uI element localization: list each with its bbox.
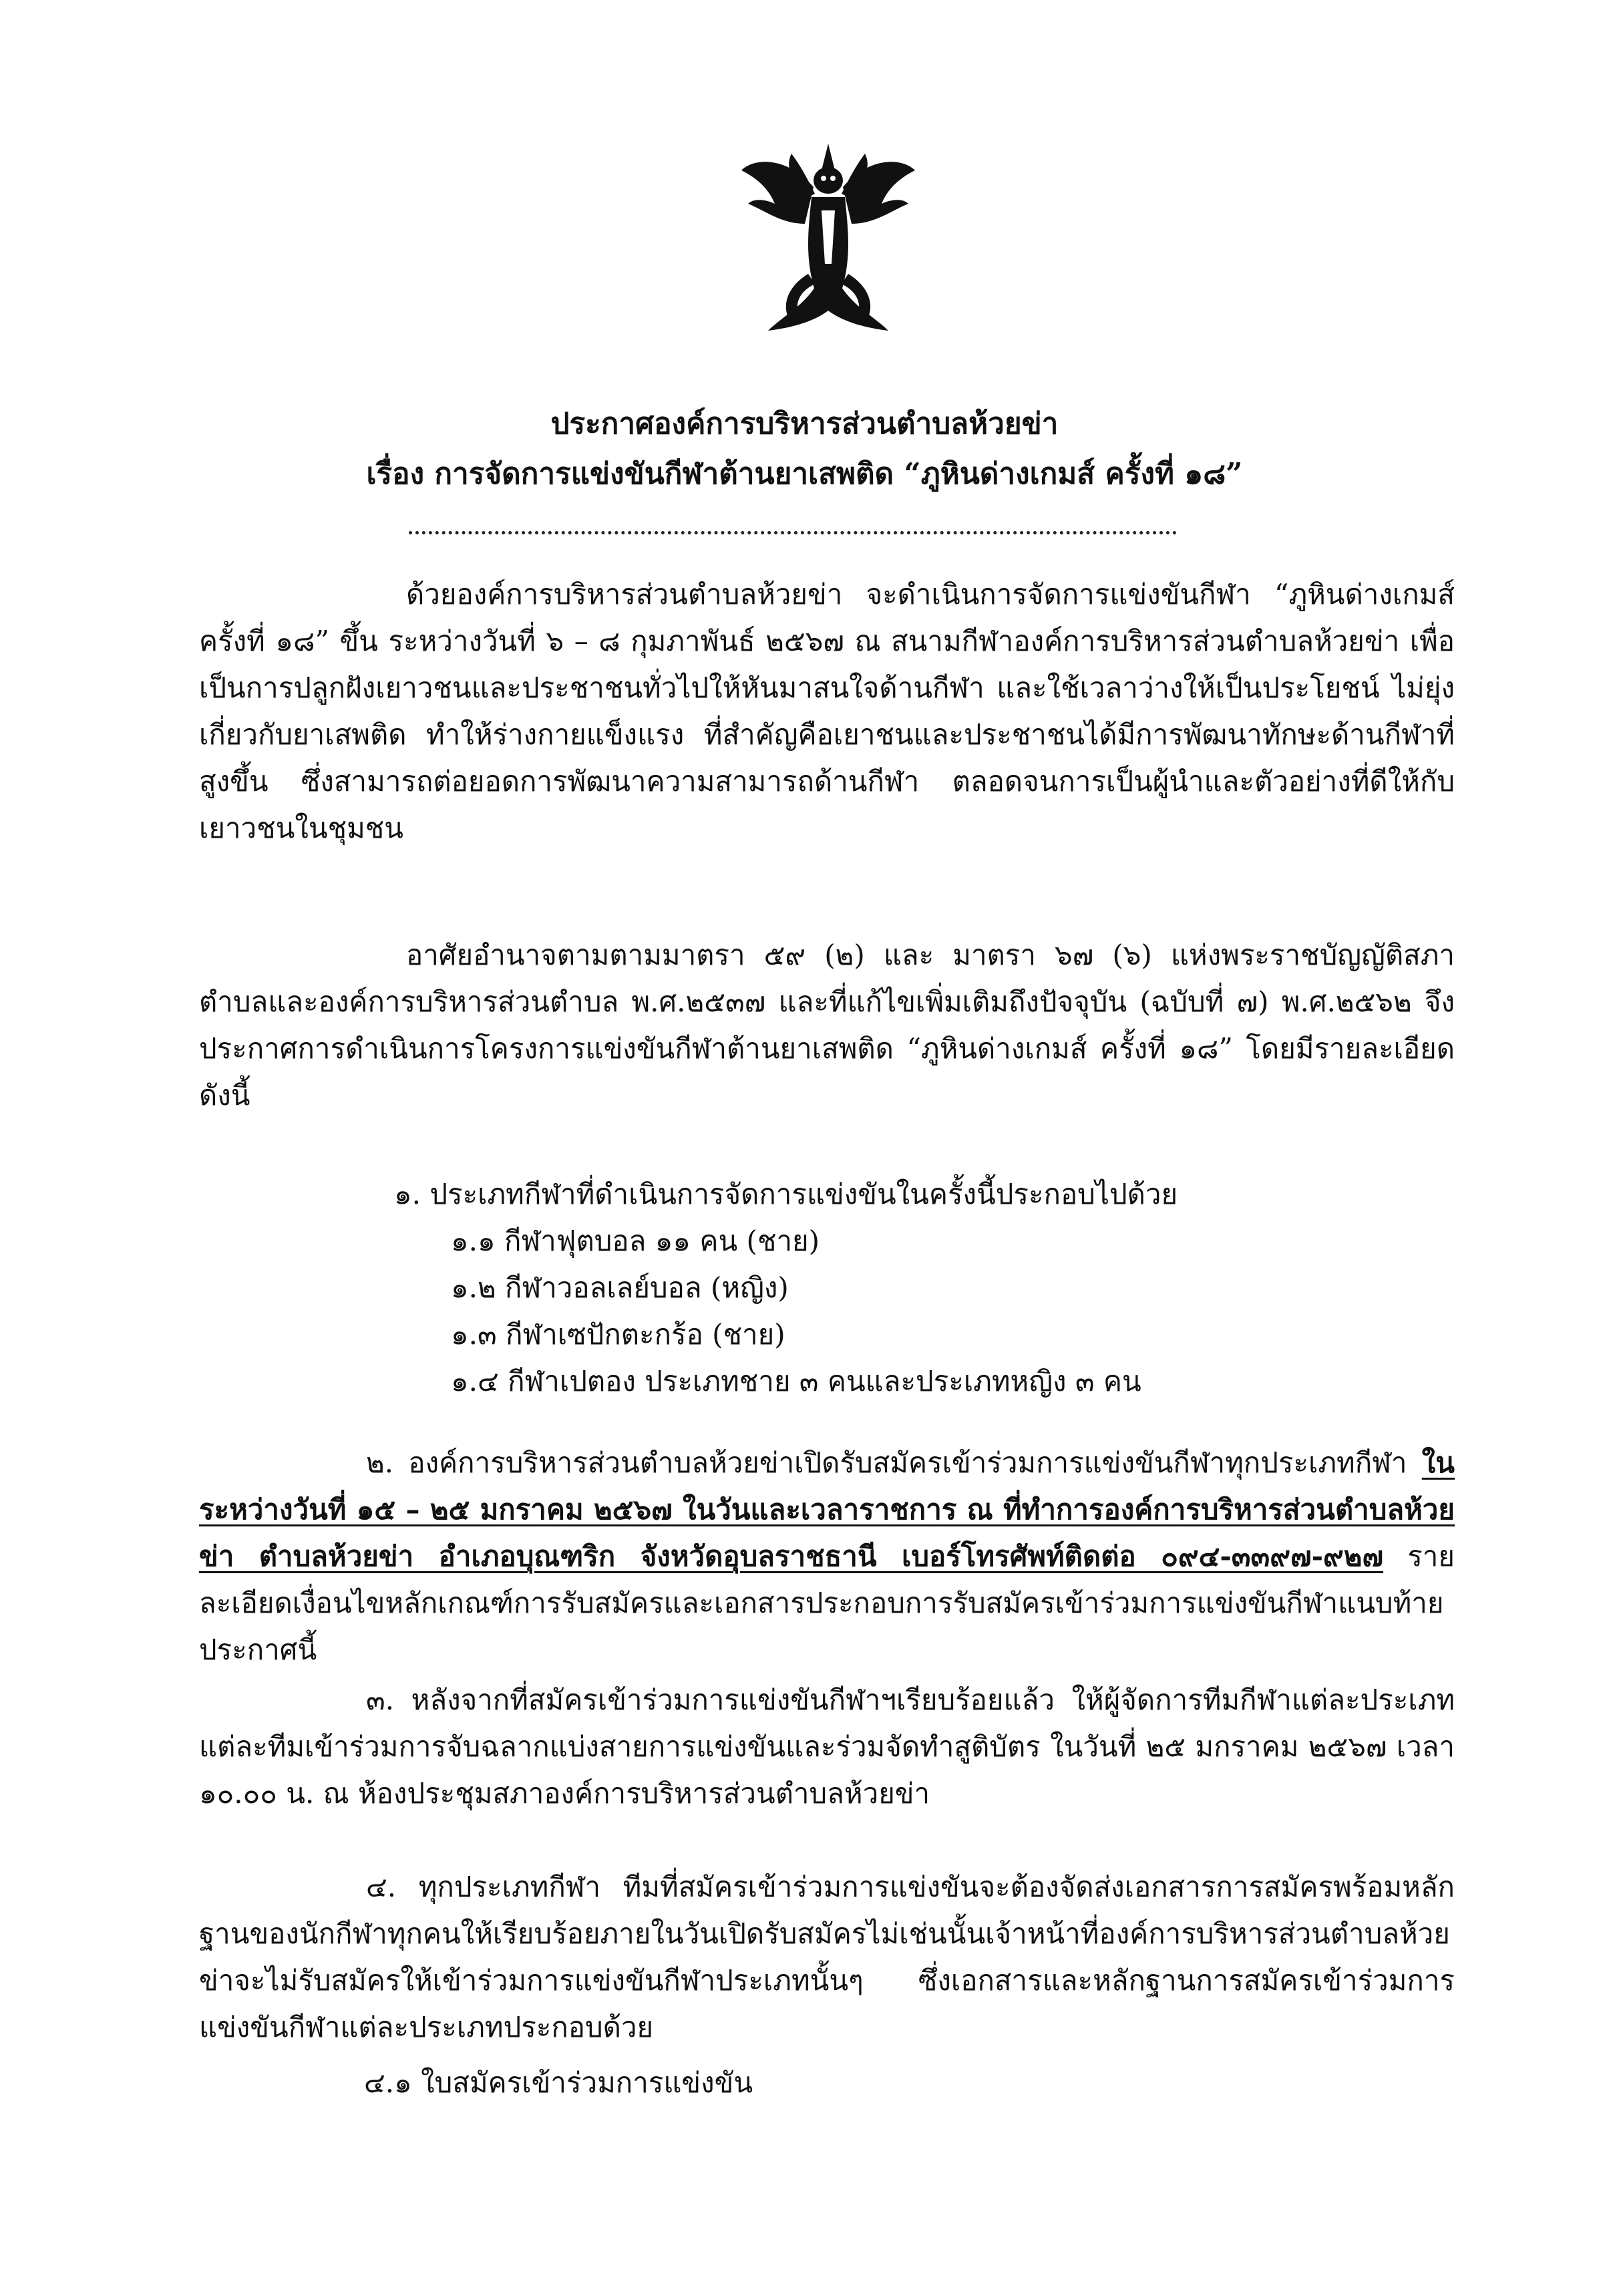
- authority-paragraph: [199, 932, 1455, 1119]
- announcement-title: ประกาศองค์การบริหารส่วนตำบลห้วยข่า: [550, 407, 1059, 441]
- draw-paragraph: [199, 1677, 1455, 1817]
- announcement-subject: เรื่อง การจัดการแข่งขันกีฬาต้านยาเสพติด “ภูหินด่างเกมส์ ครั้งที่ ๑๘”: [366, 457, 1243, 491]
- documents-text: ๔. ทุกประเภทกีฬา ทีมที่สมัครเข้าร่วมการแข่งขันจะต้องจัดส่งเอกสารการสมัครพร้อมหลักฐานของนักกีฬาทุกคนให้เรียบร้อยภายในวันเปิดรับสมัครไม่เช่นนั้นเจ้าหน้าที่องค์การบริหารส่วนตำบลห้วยข่าจะไม่รับสมัครให้เข้าร่วมการแข่งขันกีฬาประเภทนั้นๆ ซึ่งเอกสารและหลักฐานการสมัครเข้าร่วมการแข่งขันกีฬาแต่ละประเภทประกอบด้วย: [199, 1870, 1455, 2043]
- title-divider: [409, 531, 1177, 534]
- list-item: ๑.๑ กีฬาฟุตบอล ๑๑ คน (ชาย): [451, 1224, 820, 1257]
- documents-paragraph: [199, 1864, 1455, 2051]
- list-item: ๑.๔ กีฬาเปตอง ประเภทชาย ๓ คนและประเภทหญิง ๓ คน: [451, 1365, 1141, 1398]
- draw-text: ๓. หลังจากที่สมัครเข้าร่วมการแข่งขันกีฬาฯเรียบร้อยแล้ว ให้ผู้จัดการทีมกีฬาแต่ละประเภทแต่ละทีมเข้าร่วมการจับฉลากแบ่งสายการแข่งขันและร่วมจัดทำสูติบัตร ในวันที่ ๒๕ มกราคม ๒๕๖๗ เวลา ๑๐.๐๐ น. ณ ห้องประชุมสภาองค์การบริหารส่วนตำบลห้วยข่า: [199, 1683, 1455, 1810]
- authority-text: อาศัยอำนาจตามตามมาตรา ๕๙ (๒) และ มาตรา ๖๗ (๖) แห่งพระราชบัญญัติสภาตำบลและองค์การบริหารส่วนตำบล พ.ศ.๒๕๓๗ และที่แก้ไขเพิ่มเติมถึงปัจจุบัน (ฉบับที่ ๗) พ.ศ.๒๕๖๒ จึงประกาศการดำเนินการโครงการแข่งขันกีฬาต้านยาเสพติด “ภูหินด่างเกมส์ ครั้งที่ ๑๘” โดยมีรายละเอียดดังนี้: [199, 939, 1455, 1112]
- garuda-emblem-icon: [728, 130, 928, 351]
- documents-item-1: ๔.๑ ใบสมัครเข้าร่วมการแข่งขัน: [364, 2066, 753, 2099]
- list-item: ๑.๒ กีฬาวอลเลย์บอล (หญิง): [451, 1271, 789, 1304]
- intro-text: ด้วยองค์การบริหารส่วนตำบลห้วยข่า จะดำเนินการจัดการแข่งขันกีฬา “ภูหินด่างเกมส์ ครั้งที่ ๑๘” ขึ้น ระหว่างวันที่ ๖ – ๘ กุมภาพันธ์ ๒๕๖๗ ณ สนามกีฬาองค์การบริหารส่วนตำบลห้วยข่า เพื่อเป็นการปลูกฝังเยาวชนและประชาชนทั่วไปให้หันมาสนใจด้านกีฬา และใช้เวลาว่างให้เป็นประโยชน์ ไม่ยุ่งเกี่ยวกับยาเสพติด ทำให้ร่างกายแข็งแรง ที่สำคัญคือเยาชนและประชาชนได้มีการพัฒนาทักษะด้านกีฬาที่สูงขึ้น ซึ่งสามารถต่อยอดการพัฒนาความสามารถด้านกีฬา ตลอดจนการเป็นผู้นำและตัวอย่างที่ดีให้กับเยาวชนในชุมชน: [199, 578, 1455, 844]
- section-1-heading: ๑. ประเภทกีฬาที่ดำเนินการจัดการแข่งขันในครั้งนี้ประกอบไปด้วย: [394, 1178, 1178, 1210]
- registration-paragraph: [199, 1440, 1455, 1673]
- list-item: ๑.๓ กีฬาเซปักตะกร้อ (ชาย): [451, 1318, 785, 1351]
- registration-period: ในระหว่างวันที่ ๑๕ – ๒๕ มกราคม ๒๕๖๗ ในวันและเวลาราชการ ณ ที่ทำการองค์การบริหารส่วนตำบลห้วยข่า ตำบลห้วยข่า อำเภอบุณฑริก จังหวัดอุบลราชธานี เบอร์โทรศัพท์ติดต่อ ๐๙๔-๓๓๙๗-๙๒๗: [199, 1446, 1455, 1573]
- registration-details: รายละเอียดเงื่อนไขหลักเกณฑ์การรับสมัครและเอกสารประกอบการรับสมัครเข้าร่วมการแข่งขันกีฬาแนบท้ายประกาศนี้: [199, 1540, 1455, 1666]
- intro-paragraph: [199, 571, 1455, 852]
- registration-intro: ๒. องค์การบริหารส่วนตำบลห้วยข่าเปิดรับสมัครเข้าร่วมการแข่งขันกีฬาทุกประเภทกีฬา: [366, 1446, 1407, 1479]
